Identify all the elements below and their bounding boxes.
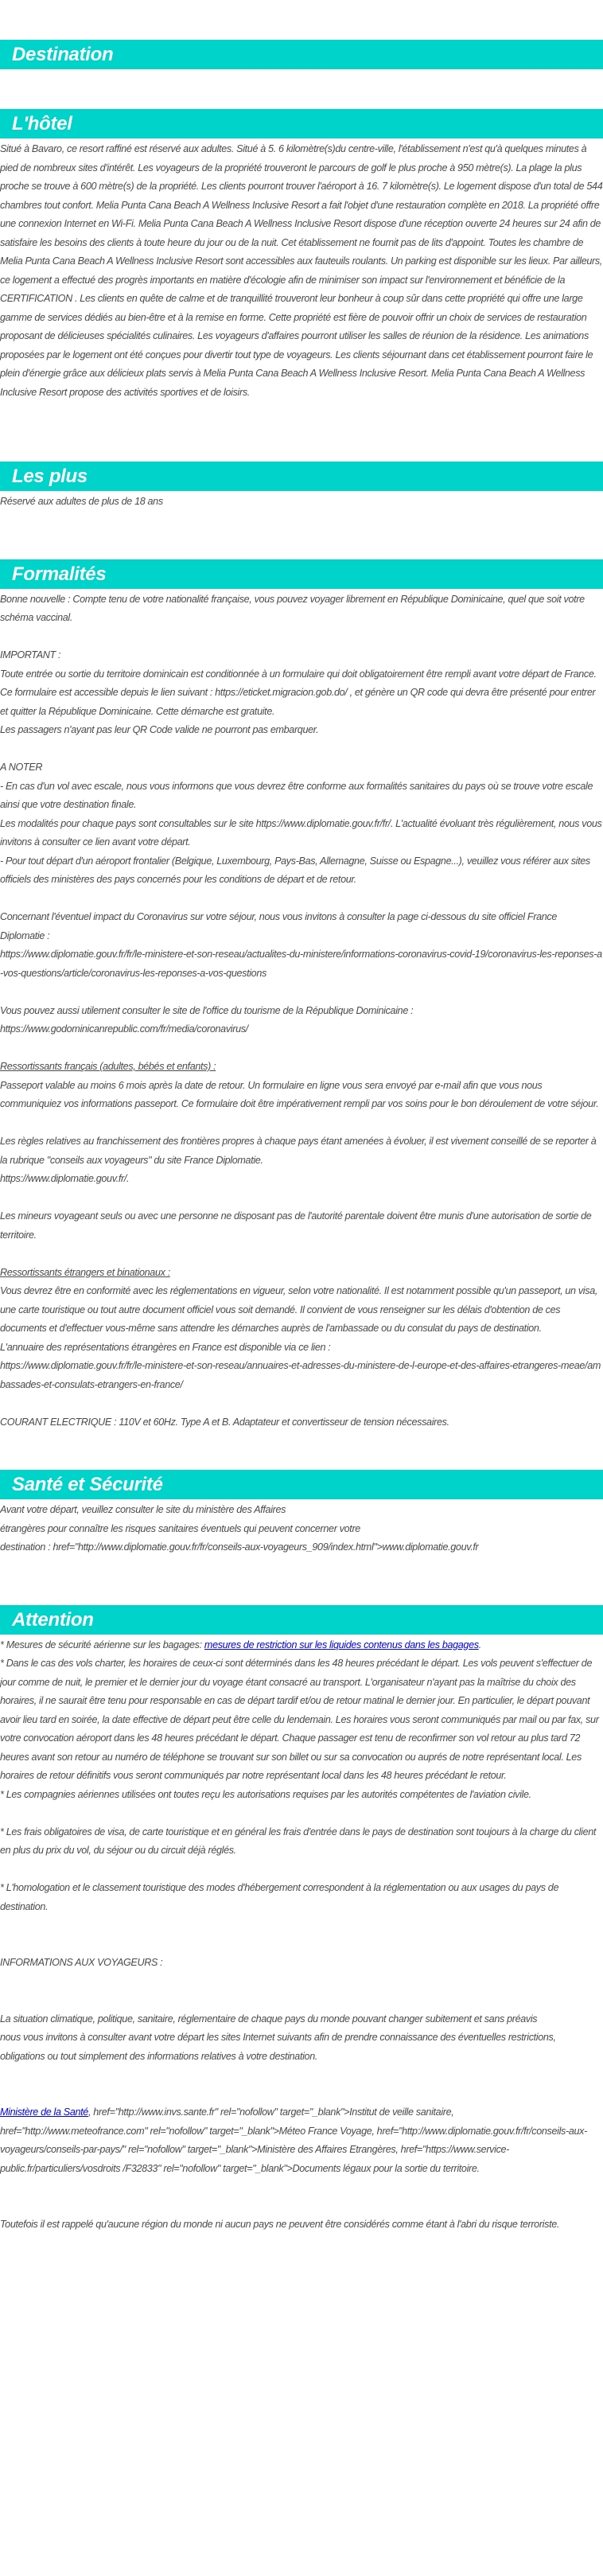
useful-links [0, 2103, 603, 2178]
situation-text-1: La situation climatique, politique, sanitaire, réglementaire de chaque pays du monde pouvant changer subitement et sans préavis [0, 2013, 538, 2025]
tourism-url: https://www.godominicanrepublic.com/fr/media/coronavirus/ [0, 1023, 248, 1035]
section-title-sante: Santé et Sécurité [12, 1474, 163, 1495]
foreign-nationals-text: Vous devrez être en conformité avec les réglementations en vigueur, selon votre nationalité. Il est notamment possible qu'un passeport, un visa, une carte touristique ou tout autre document officiel vous soit demandé. Il convient de vous renseigner sur les délais d'obtention de ces documents et d'effectuer vous-même sans attendre les démarches auprès de l'ambassade ou du consulat du pays de destination. [0, 1285, 597, 1334]
section-title-attention: Attention [12, 1608, 94, 1631]
qr-warning: Les passagers n'ayant pas leur QR Code valide ne pourront pas embarquer. [0, 724, 319, 735]
bagages-restriction-link[interactable]: mesures de restriction sur les liquides contenus dans les bagages [204, 1639, 479, 1650]
frais-text: * Les frais obligatoires de visa, de carte touristique et en général les frais d'entrée dans le pays de destination sont toujours à la charge du client en plus du prix du vol, du séjour ou du circuit déjà réglés. [0, 1826, 597, 1856]
section-header-plus [0, 462, 603, 491]
sante-line-1: Avant votre départ, veuillez consulter le site du ministère des Affaires [0, 1504, 286, 1515]
corona-url: https://www.diplomatie.gouv.fr/fr/le-ministere-et-son-reseau/actualites-du-ministere/informations-coronavirus-covid-19/coronavirus-les-reponses-a-vos-questions/article/coronavirus-les-reponses-a-vos-questions [0, 949, 602, 979]
bagages-suffix: . [478, 1639, 481, 1650]
ministere-sante-link[interactable]: Ministère de la Santé [0, 2106, 88, 2118]
section-title-hotel: L'hôtel [12, 113, 72, 134]
good-news-text: Bonne nouvelle : Compte tenu de votre nationalité française, vous pouvez voyager librement en République Dominicaine, quel que soit votre schéma vaccinal. [0, 593, 585, 623]
formalites-content [0, 589, 603, 1432]
section-header-destination [0, 40, 603, 69]
section-title-formalites: Formalités [12, 563, 107, 585]
note-modalites: Les modalités pour chaque pays sont consultables sur le site https://www.diplomatie.gouv.fr/fr/. L'actualité évoluant très régulièrement, nous vous invitons à consulter ce lien avant votre départ. [0, 817, 602, 848]
homologation-text: * L'homologation et le classement touristique des modes d'hébergement correspondent à la réglementation ou aux usages du pays de destination. [0, 1882, 559, 1912]
tourism-intro: Vous pouvez aussi utilement consulter le site de l'office du tourisme de la République Dominicaine : [0, 1004, 414, 1016]
plus-content [0, 491, 603, 512]
info-voyageurs-label: INFORMATIONS AUX VOYAGEURS : [0, 1957, 163, 1968]
minors-text: Les mineurs voyageant seuls ou avec une personne ne disposant pas de l'autorité parentale doivent être munis d'une autorisation de sortie de territoire. [0, 1210, 592, 1241]
note-escale: - En cas d'un vol avec escale, nous vous informons que vous devrez être conforme aux formalités sanitaires du pays où se trouve votre escale ainsi que votre destination finale. [0, 780, 593, 810]
attention-content [0, 1635, 603, 2243]
useful-links-rest: , href="http://www.invs.sante.fr" rel="nofollow" target="_blank">Institut de veille sanitaire, href="http://www.meteofrance.com" rel="nofollow" target="_blank">Méteo France Voyage, href="http://www.diplomatie.gouv.fr/fr/conseils-aux-voyageurs/conseils-par-pays/" rel="nofollow" target="_blank">Ministère des Affaires Etrangères, href="https://www.service-public.fr/particuliers/vosdroits /F32833" rel="nofollow" target="_blank">Documents légaux pour la sortie du territoire. [0, 2106, 587, 2174]
compagnies-text: * Les compagnies aériennes utilisées ont toutes reçu les autorisations requises par les autorités compétentes de l'aviation civile. [0, 1788, 531, 1800]
section-title-plus: Les plus [12, 466, 88, 487]
border-rules-url: https://www.diplomatie.gouv.fr/. [0, 1173, 130, 1184]
plus-text: Réservé aux adultes de plus de 18 ans [0, 496, 163, 507]
sante-line-3: destination : href="http://www.diplomatie.gouv.fr/fr/conseils-aux-voyageurs_909/index.html">www.diplomatie.gouv.fr [0, 1541, 479, 1553]
hotel-text: Situé à Bavaro, ce resort raffiné est réservé aux adultes. Situé à 5. 6 kilomètre(s)du centre-ville, l'établissement n'est qu'à quelques minutes à pied de nombreux sites d'intérêt. Les voyageurs de la propriété trouveront le parcours de golf le plus proche à 950 mètre(s). La plage la plus proche se trouve à 600 mètre(s) de la propriété. Les clients pourront trouver l'aéroport à 16. 7 kilomètre(s). Le logement dispose d'un total de 544 chambres tout confort. Melia Punta Cana Beach A Wellness Inclusive Resort a fait l'objet d'une restauration complète en 2018. La propriété offre une connexion Internet en Wi-Fi. Melia Punta Cana Beach A Wellness Inclusive Resort dispose d'une réception ouverte 24 heures sur 24 afin de satisfaire les besoins des clients à toute heure du jour ou de la nuit. Cet établissement ne fournit pas de lits d'appoint. Toutes les chambre de Melia Punta Cana Beach A Wellness Inclusive Resort sont accessibles aux fauteuils roulants. Un parking est disponible sur les lieux. Par ailleurs, ce logement a effectué des progrès importants en matière d'écologie afin de minimiser son impact sur l'environnement et bénéficie de la CERTIFICATION . Les clients en quête de calme et de tranquillité trouveront leur bonheur à coup sûr dans cette propriété qui offre une large gamme de services dédiés au bien-être et à la remise en forme. Cette propriété est fière de pouvoir offrir un choix de services de restauration proposant de délicieuses spécialités culinaires. Les voyageurs d'affaires pourront utiliser les salles de réunion de la résidence. Les animations proposées par le logement ont été conçues pour divertir tout type de voyageurs. Les clients séjournant dans cet établissement pourront faire le plein d'énergie grâce aux délicieux plats servis à Melia Punta Cana Beach A Wellness Inclusive Resort. Melia Punta Cana Beach A Wellness Inclusive Resort propose des activités sportives et de loisirs. [0, 143, 603, 398]
section-title-destination: Destination [12, 44, 114, 65]
sante-content [0, 1499, 603, 1557]
corona-intro: Concernant l'éventuel impact du Coronavirus sur votre séjour, nous vous invitons à consulter la page ci-dessous du site officiel France Diplomatie : [0, 911, 557, 941]
section-header-attention [0, 1605, 603, 1635]
note-frontalier: - Pour tout départ d'un aéroport frontalier (Belgique, Luxembourg, Pays-Bas, Allemagne, Suisse ou Espagne...), veuillez vous référer aux sites officiels des ministères des pays concernés pour les conditions de départ et de retour. [0, 855, 590, 885]
sante-line-2: étrangères pour connaître les risques sanitaires éventuels qui peuvent concerner votre [0, 1522, 360, 1534]
section-header-formalites [0, 559, 603, 589]
charter-text: * Dans le cas des vols charter, les horaires de ceux-ci sont déterminés dans les 48 heures précédant le départ. Les vols peuvent s'effectuer de jour comme de nuit, le premier et le dernier jour du voyage étant consacré au transport. L'organisateur n'ayant pas la maîtrise du choix des horaires, il ne saurait être tenu pour responsable en cas de départ tardif et/ou de retour matinal le dernier jour. En particulier, le départ pouvant avoir lieu tard en soirée, la date effective de départ peut être celle du lendemain. Les horaires vous seront communiqués par mail ou par fax, sur votre convocation aéroport dans les 48 heures précédant le départ. Chaque passager est tenu de reconfirmer son vol retour au plus tard 72 heures avant son retour au numéro de téléphone se trouvant sur son billet ou sur sa convocation ou auprés de notre représentant local. Les horaires de retour définitifs vous seront communiqués par notre représentant local dans les 48 heures précédant le retour. [0, 1658, 599, 1781]
situation-text-2: nous vous invitons à consulter avant votre départ les sites Internet suivants afin de prendre connaissance des éventuelles restrictions, obligations ou tout simplement des informations relatives à votre destination. [0, 2032, 556, 2062]
annuaire-intro: L'annuaire des représentations étrangères en France est disponible via ce lien : [0, 1341, 331, 1353]
note-label: A NOTER [0, 762, 43, 773]
hotel-description [0, 138, 603, 402]
bagages-prefix: * Mesures de sécurité aérienne sur les bagages: [0, 1639, 204, 1650]
important-label: IMPORTANT : [0, 649, 61, 661]
important-text: Toute entrée ou sortie du territoire dominicain est conditionnée à un formulaire qui doit obligatoirement être rempli avant votre départ de France. Ce formulaire est accessible depuis le lien suivant : https://eticket.migracion.gob.do/ , et génère un QR code qui devra être présenté pour entrer et quitter la République Dominicaine. Cette démarche est gratuite. [0, 668, 597, 717]
section-header-sante [0, 1470, 603, 1499]
border-rules-text: Les règles relatives au franchissement des frontières propres à chaque pays étant amenées à évoluer, il est vivement conseillé de se reporter à la rubrique "conseils aux voyageurs" du site France Diplomatie. [0, 1136, 597, 1166]
foreign-nationals-heading: Ressortissants étrangers et binationaux : [0, 1266, 170, 1278]
bagages-line [0, 1636, 603, 1655]
electric-text: COURANT ELECTRIQUE : 110V et 60Hz. Type A et B. Adaptateur et convertisseur de tension nécessaires. [0, 1416, 449, 1428]
section-header-hotel [0, 109, 603, 138]
annuaire-url: https://www.diplomatie.gouv.fr/fr/le-ministere-et-son-reseau/annuaires-et-adresses-du-ministere-de-l-europe-et-des-affaires-etrangeres-meae/ambassades-et-consulats-etrangers-en-france/ [0, 1360, 601, 1390]
terror-text: Toutefois il est rappelé qu'aucune région du monde ni aucun pays ne peuvent être considérés comme étant à l'abri du risque terroriste. [0, 2219, 560, 2230]
french-nationals-text: Passeport valable au moins 6 mois après la date de retour. Un formulaire en ligne vous sera envoyé par e-mail afin que vous nous communiquiez vos informations passeport. Ce formulaire doit être impérativement rempli par vos soins pour le bon déroulement de votre séjour. [0, 1079, 599, 1109]
french-nationals-heading: Ressortissants français (adultes, bébés et enfants) : [0, 1061, 216, 1072]
